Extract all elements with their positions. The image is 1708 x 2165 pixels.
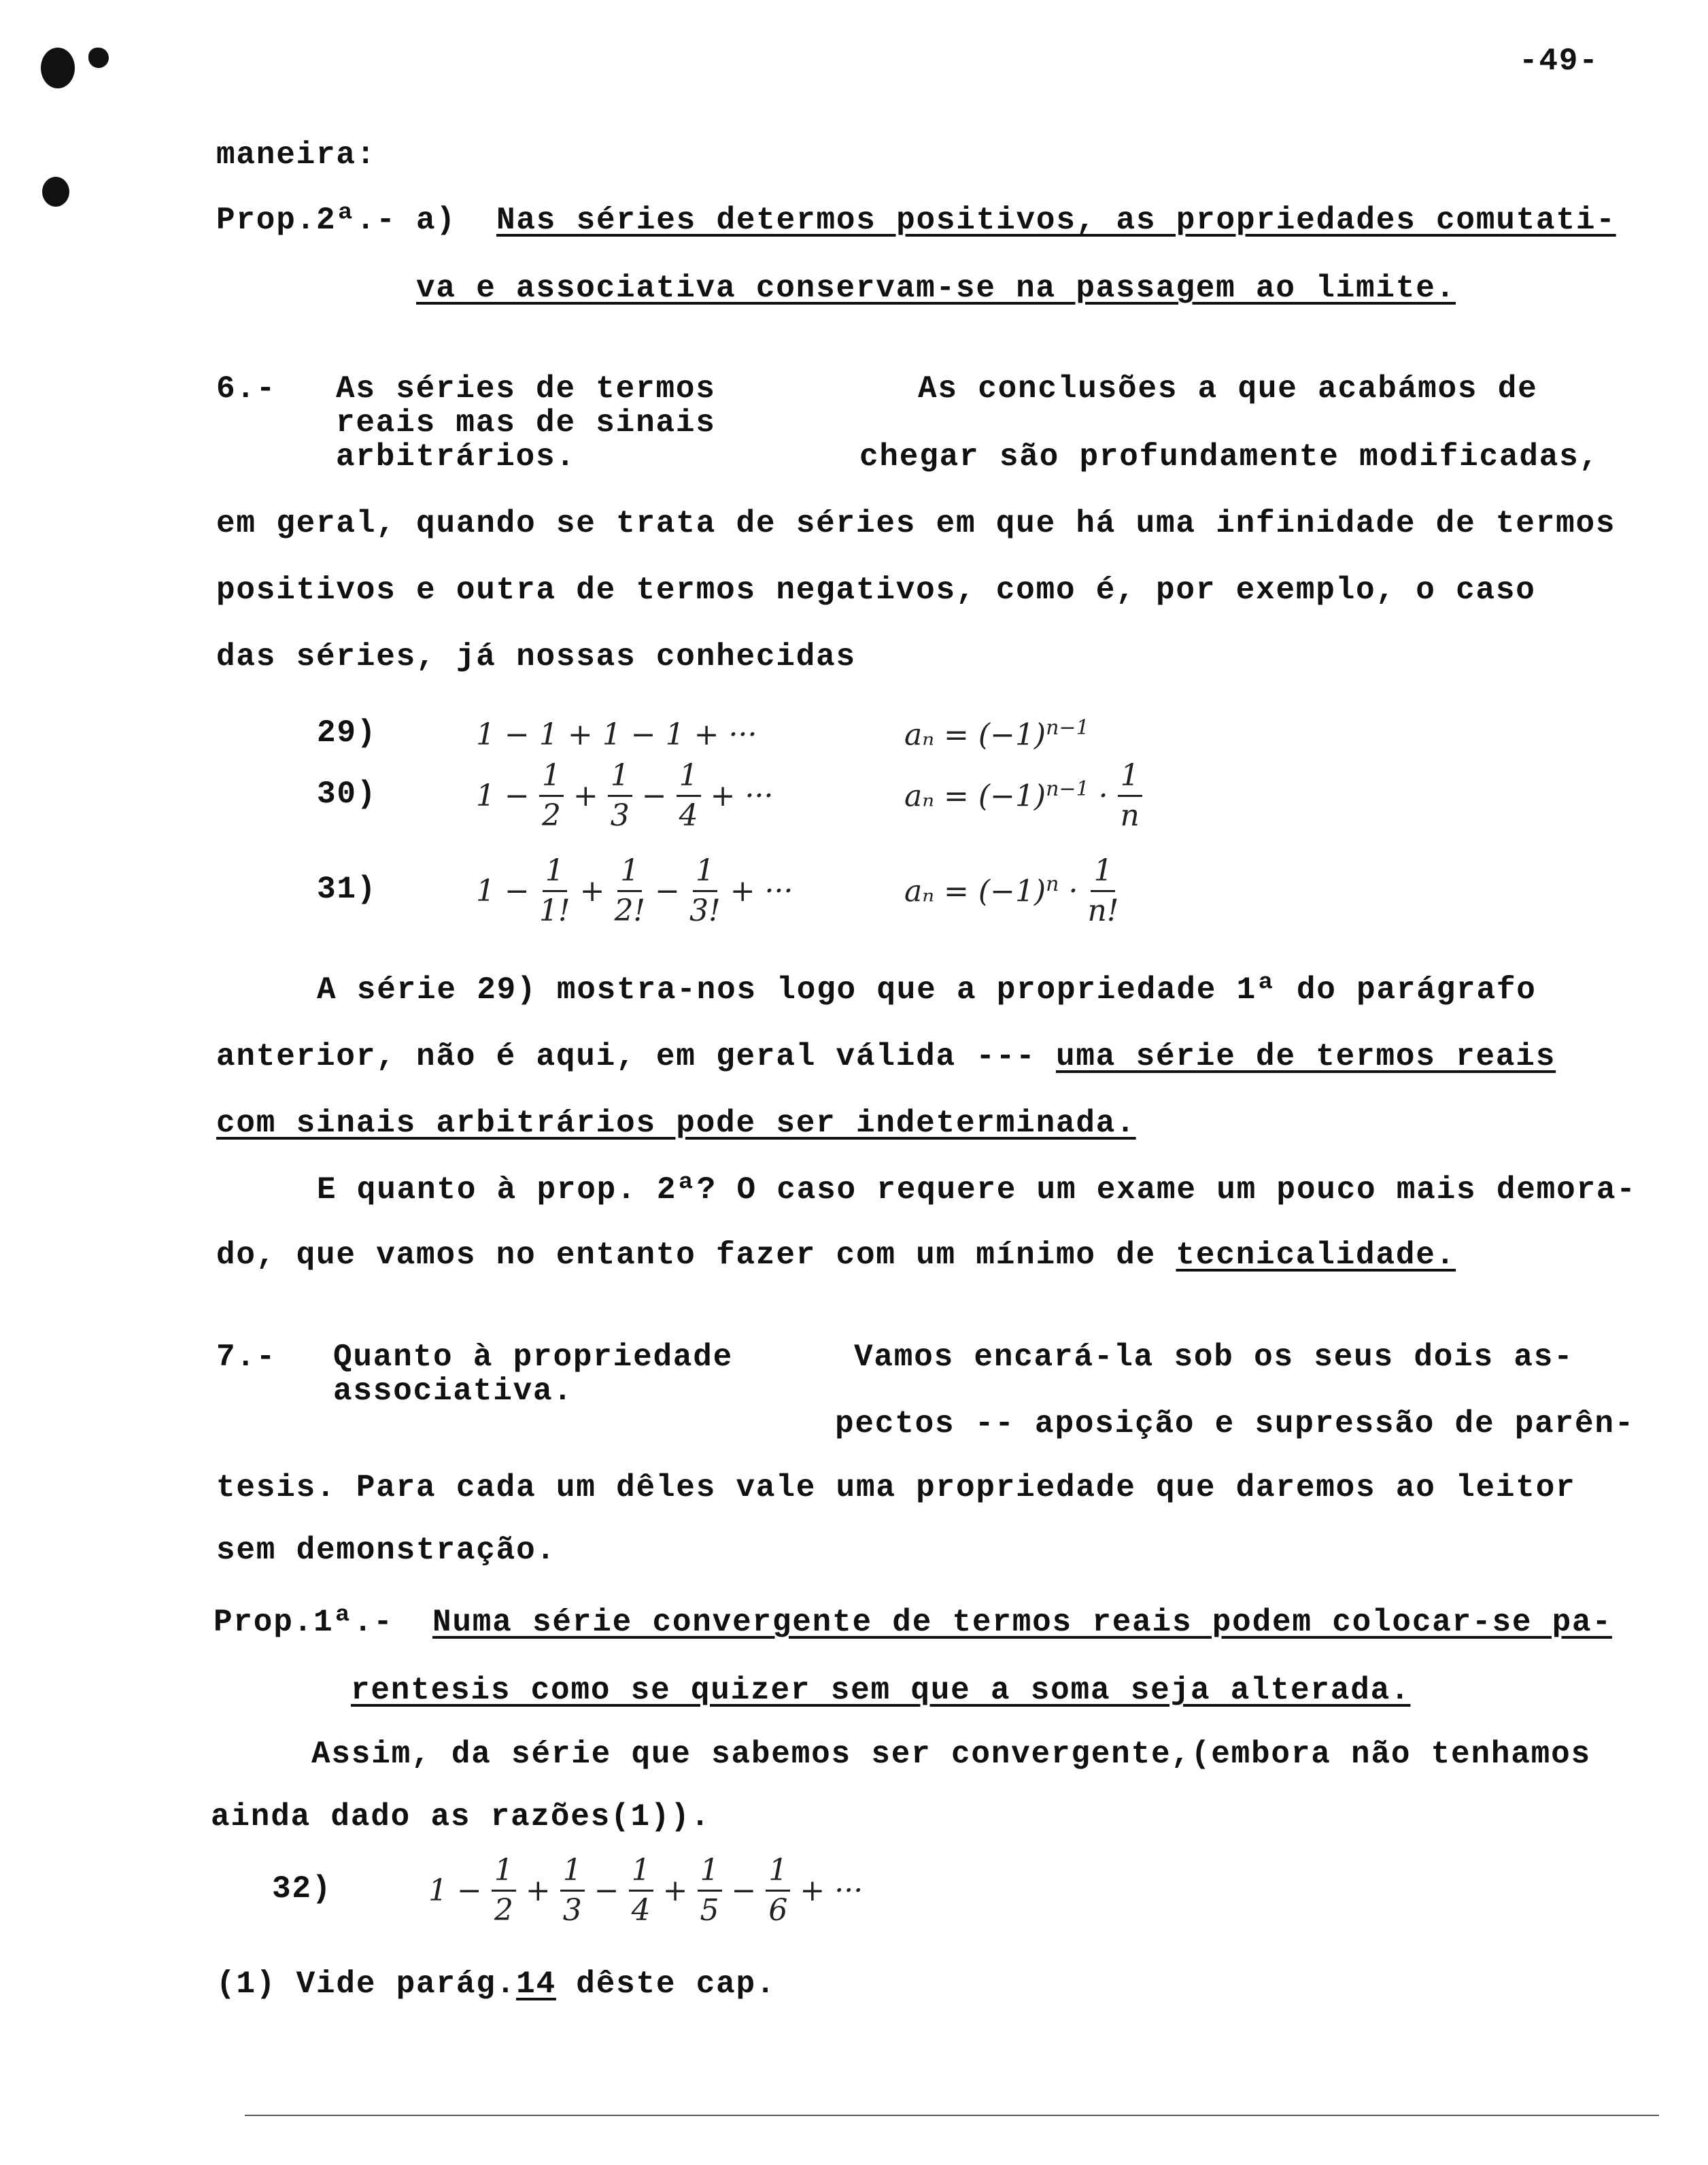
general-term-lhs: $a_n = (-1)^{n-1}$ — [904, 716, 1089, 753]
series-term: + — [567, 717, 593, 752]
section7-text: pectos -- aposição e supressão de parên- — [835, 1406, 1635, 1442]
series-term: − — [594, 1873, 619, 1908]
emphasis-text: tecnicalidade. — [1176, 1238, 1456, 1273]
formula-label: 29) — [317, 715, 377, 751]
paragraph-text-plain: anterior, não é aqui, em geral válida --- — [216, 1039, 1056, 1074]
series-term: 1 — [476, 778, 495, 813]
series-term: − — [457, 1873, 482, 1908]
section6-number: 6.- — [216, 371, 277, 407]
general-term-lhs: $a_n = (-1)^{n-1}$ — [904, 777, 1089, 814]
section6-text: chegar são profundamente modificadas, — [859, 439, 1599, 475]
series-term: + ··· — [800, 1873, 864, 1908]
numerator: 1 — [539, 761, 564, 797]
paragraph-text: A série 29) mostra-nos logo que a propriedade 1ª do parágrafo — [317, 972, 1537, 1008]
fraction — [629, 1852, 653, 1928]
fraction — [1118, 757, 1142, 833]
series-term: − — [731, 1873, 757, 1908]
series-term: 1 — [428, 1873, 447, 1908]
series-term: + — [573, 778, 598, 813]
denominator: 3! — [689, 893, 721, 928]
exponent: n−1 — [1046, 716, 1089, 740]
fraction — [539, 757, 564, 833]
denominator: 3 — [562, 1892, 582, 1928]
intro-text: maneira: — [216, 137, 377, 173]
fraction — [539, 853, 570, 928]
numerator: 1 — [560, 1856, 585, 1892]
series-term: + ··· — [730, 873, 793, 908]
denominator: 2! — [614, 893, 646, 928]
punch-hole-mark — [42, 177, 69, 207]
numerator: 1 — [617, 856, 642, 892]
denominator: n! — [1087, 893, 1119, 928]
fraction — [492, 1852, 516, 1928]
exponent: n — [1046, 872, 1059, 897]
section6-text: das séries, já nossas conhecidas — [216, 639, 856, 675]
denominator: n — [1120, 798, 1140, 833]
series-term: + ··· — [710, 778, 774, 813]
fraction — [766, 1852, 790, 1928]
denominator: 3 — [610, 798, 630, 833]
series-term: 1 — [476, 873, 495, 908]
numerator: 1 — [698, 1856, 722, 1892]
emphasis-text: uma série de termos reais — [1056, 1039, 1556, 1074]
section6-heading: reais mas de sinais — [336, 405, 716, 441]
fraction — [614, 853, 646, 928]
fraction — [608, 757, 632, 833]
punch-hole-mark — [41, 48, 75, 88]
series-term: 1 — [539, 717, 558, 752]
numerator: 1 — [492, 1856, 516, 1892]
prop2-label: Prop.2ª.- a) — [216, 203, 456, 238]
denominator: 1! — [539, 893, 570, 928]
exponent: n−1 — [1046, 777, 1089, 802]
series-term: + — [579, 873, 605, 908]
paragraph-text: E quanto à prop. 2ª? O caso requere um exame um pouco mais demora- — [317, 1172, 1637, 1208]
fraction — [689, 853, 721, 928]
numerator: 1 — [693, 856, 717, 892]
numerator: 1 — [1118, 761, 1142, 797]
prop1-label: Prop.1ª.- — [214, 1605, 394, 1640]
series-term: 1 — [665, 717, 685, 752]
numerator: 1 — [677, 761, 701, 797]
numerator: 1 — [766, 1856, 790, 1892]
prop1-statement-line1: Numa série convergente de termos reais podem colocar-se pa- — [432, 1605, 1612, 1640]
prop1-statement-line2: rentesis como se quizer sem que a soma seja alterada. — [351, 1673, 1411, 1708]
paragraph-text: Assim, da série que sabemos ser convergente,(embora não tenhamos — [311, 1737, 1591, 1772]
section7-text: sem demonstração. — [216, 1533, 556, 1568]
footnote-text: dêste cap. — [556, 1966, 776, 2002]
section7-number: 7.- — [216, 1340, 277, 1375]
series-expression — [476, 850, 793, 932]
series-term: − — [641, 778, 667, 813]
section6-text: positivos e outra de termos negativos, como é, por exemplo, o caso — [216, 573, 1536, 608]
general-term-lhs: $a_n = (-1)^n$ — [904, 872, 1059, 909]
footnote-reference: 14 — [516, 1966, 556, 2002]
footnote — [216, 1965, 776, 2003]
denominator: 2 — [494, 1892, 513, 1928]
dot-operator: · — [1068, 873, 1078, 908]
section7-text: Vamos encará-la sob os seus dois as- — [854, 1340, 1574, 1375]
denominator: 6 — [768, 1892, 788, 1928]
page-number: -49- — [1519, 44, 1599, 79]
paragraph-text: ainda dado as razões(1)). — [211, 1799, 711, 1835]
section6-text: As conclusões a que acabámos de — [918, 371, 1538, 407]
punch-hole-mark — [88, 48, 106, 65]
series-expression — [476, 755, 773, 836]
series-term: + ··· — [694, 717, 757, 752]
paragraph-text — [216, 1038, 1556, 1076]
section6-heading: As séries de termos — [336, 371, 716, 407]
series-term: − — [655, 873, 680, 908]
formula-label: 31) — [317, 872, 377, 907]
numerator: 1 — [543, 856, 567, 892]
series-term: 1 — [476, 717, 495, 752]
series-term: − — [630, 717, 656, 752]
prop2-statement-line1: Nas séries determos positivos, as propriedades comutati- — [496, 203, 1616, 238]
denominator: 5 — [700, 1892, 719, 1928]
general-term — [904, 755, 1142, 836]
fraction — [560, 1852, 585, 1928]
numerator: 1 — [608, 761, 632, 797]
denominator: 2 — [541, 798, 561, 833]
fraction — [698, 1852, 722, 1928]
paragraph-text — [216, 1236, 1456, 1274]
fraction — [1087, 853, 1119, 928]
section6-text: em geral, quando se trata de séries em que há uma infinidade de termos — [216, 506, 1616, 541]
section7-heading: Quanto à propriedade — [333, 1340, 734, 1375]
series-term: − — [505, 778, 530, 813]
formula-label: 32) — [272, 1871, 332, 1907]
denominator: 4 — [631, 1892, 651, 1928]
series-term: + — [662, 1873, 688, 1908]
section6-heading: arbitrários. — [336, 439, 576, 475]
numerator: 1 — [1091, 856, 1115, 892]
numerator: 1 — [629, 1856, 653, 1892]
formula-label: 30) — [317, 777, 377, 812]
dot-operator: · — [1098, 778, 1108, 813]
series-term: 1 — [602, 717, 621, 752]
section7-text: tesis. Para cada um dêles vale uma propriedade que daremos ao leitor — [216, 1470, 1576, 1505]
page-bottom-rule — [245, 2115, 1659, 2116]
series-term: + — [525, 1873, 551, 1908]
emphasis-text: com sinais arbitrários pode ser indeterminada. — [216, 1106, 1136, 1141]
general-term — [904, 850, 1118, 932]
paragraph-text-plain: do, que vamos no entanto fazer com um mínimo de — [216, 1238, 1176, 1273]
prop2-statement-line2: va e associativa conservam-se na passagem ao limite. — [416, 271, 1456, 306]
footnote-text: (1) Vide parág. — [216, 1966, 517, 2002]
fraction — [677, 757, 701, 833]
section7-heading: associativa. — [333, 1374, 573, 1409]
denominator: 4 — [679, 798, 698, 833]
series-term: − — [505, 873, 530, 908]
series-term: − — [505, 717, 530, 752]
series-expression — [428, 1849, 863, 1931]
